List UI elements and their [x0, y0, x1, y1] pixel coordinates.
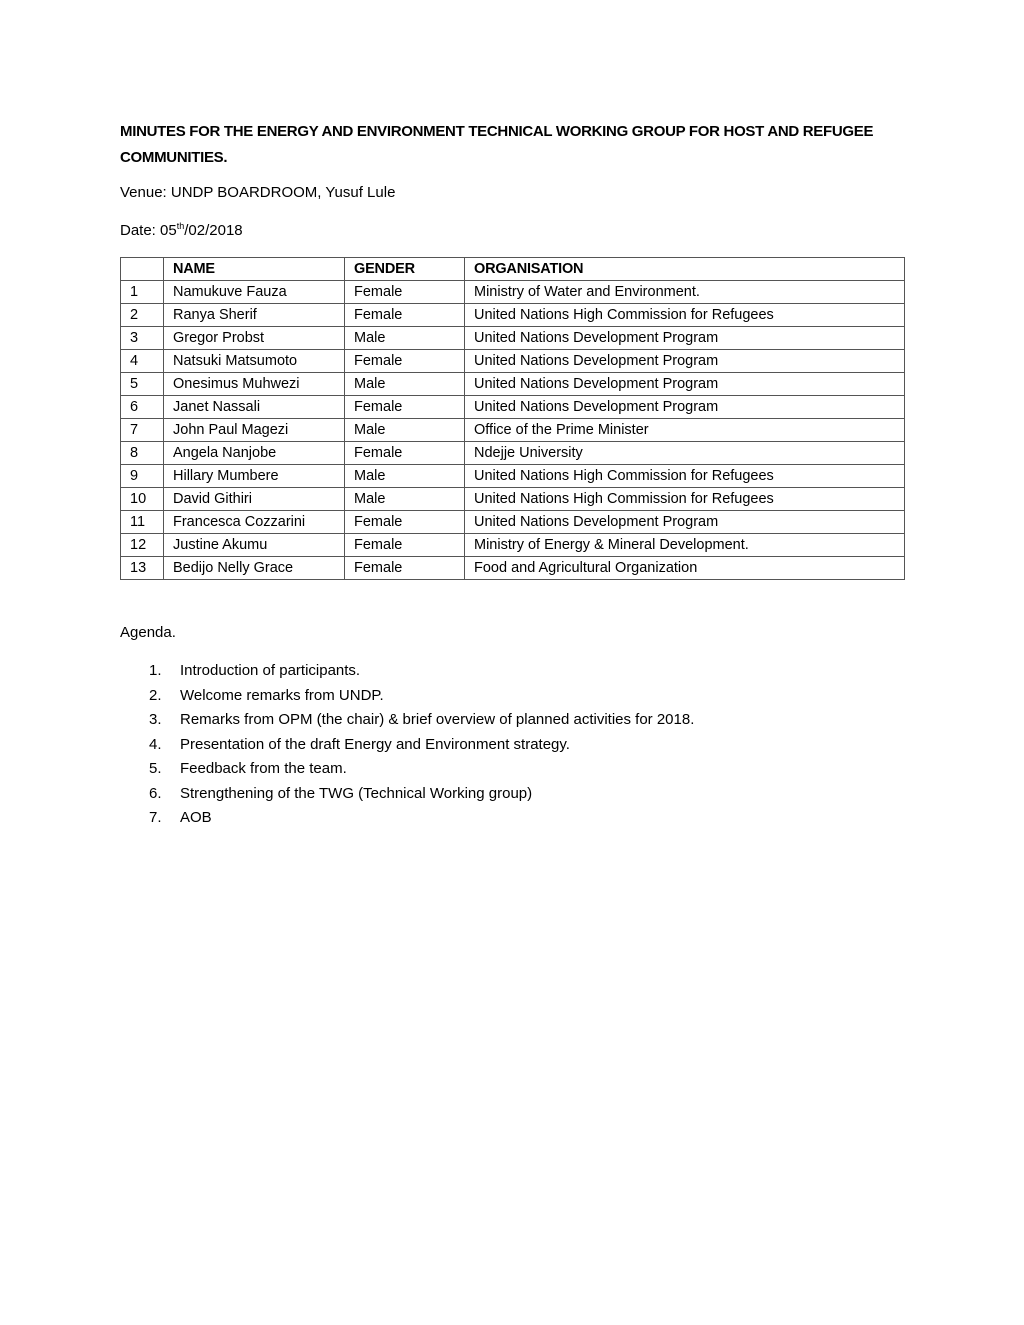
organisation-cell: United Nations Development Program: [465, 396, 905, 419]
table-body: [121, 281, 905, 580]
agenda-item-text: Remarks from OPM (the chair) & brief overview of planned activities for 2018.: [180, 711, 695, 728]
organisation-cell: United Nations Development Program: [465, 327, 905, 350]
organisation-cell: United Nations Development Program: [465, 373, 905, 396]
organisation-cell: United Nations High Commission for Refugees: [465, 465, 905, 488]
table-row: [121, 488, 905, 511]
table-row: [121, 419, 905, 442]
row-number-cell: 3: [121, 327, 164, 350]
gender-cell: Male: [345, 488, 465, 511]
organisation-cell: United Nations Development Program: [465, 511, 905, 534]
agenda-item-number: 2.: [149, 686, 162, 704]
organisation-cell: United Nations High Commission for Refugees: [465, 488, 905, 511]
agenda-item-text: AOB: [180, 809, 212, 826]
table-row: [121, 373, 905, 396]
table-row: [121, 465, 905, 488]
table-row: [121, 396, 905, 419]
venue-line: Venue: UNDP BOARDROOM, Yusuf Lule: [120, 184, 396, 201]
table-row: [121, 557, 905, 580]
agenda-item-text: Feedback from the team.: [180, 760, 347, 777]
agenda-item-number: 1.: [149, 662, 162, 679]
gender-cell: Female: [345, 534, 465, 557]
attendance-table: [120, 257, 905, 580]
gender-cell: Female: [345, 396, 465, 419]
row-number-cell: 12: [121, 534, 164, 557]
row-number-cell: 5: [121, 373, 164, 396]
header-number: [121, 258, 164, 281]
header-organisation: ORGANISATION: [465, 258, 905, 281]
document-title: MINUTES FOR THE ENERGY AND ENVIRONMENT TECHNICAL WORKING GROUP FOR HOST AND REFUGEE COMMUNITIES.: [120, 123, 874, 166]
organisation-cell: United Nations High Commission for Refugees: [465, 304, 905, 327]
organisation-cell: Office of the Prime Minister: [465, 419, 905, 442]
agenda-item-text: Introduction of participants.: [180, 662, 361, 679]
name-cell: Francesca Cozzarini: [164, 511, 345, 534]
gender-cell: Female: [345, 442, 465, 465]
organisation-cell: United Nations Development Program: [465, 350, 905, 373]
name-cell: Gregor Probst: [164, 327, 345, 350]
name-cell: Janet Nassali: [164, 396, 345, 419]
organisation-cell: Ndejje University: [465, 442, 905, 465]
name-cell: Onesimus Muhwezi: [164, 373, 345, 396]
table-row: [121, 534, 905, 557]
name-cell: Namukuve Fauza: [164, 281, 345, 304]
row-number-cell: 13: [121, 557, 164, 580]
agenda-item-number: 5.: [149, 760, 162, 777]
table-row: [121, 350, 905, 373]
row-number-cell: 4: [121, 350, 164, 373]
date-line: [120, 221, 243, 241]
row-number-cell: 6: [121, 396, 164, 419]
table-row: [121, 304, 905, 327]
row-number-cell: 2: [121, 304, 164, 327]
gender-cell: Male: [345, 419, 465, 442]
name-cell: Angela Nanjobe: [164, 442, 345, 465]
agenda-item-number: 7.: [149, 809, 162, 826]
agenda-item-text: Welcome remarks from UNDP.: [180, 686, 384, 704]
row-number-cell: 7: [121, 419, 164, 442]
gender-cell: Male: [345, 465, 465, 488]
gender-cell: Female: [345, 511, 465, 534]
agenda-item-text: Strengthening of the TWG (Technical Working group): [180, 784, 533, 802]
name-cell: Bedijo Nelly Grace: [164, 557, 345, 580]
date-prefix: Date: 05: [120, 222, 177, 239]
row-number-cell: 10: [121, 488, 164, 511]
organisation-cell: Ministry of Energy & Mineral Development.: [465, 534, 905, 557]
name-cell: John Paul Magezi: [164, 419, 345, 442]
table-row: [121, 327, 905, 350]
gender-cell: Female: [345, 350, 465, 373]
table-header-row: [121, 258, 905, 281]
header-name: NAME: [164, 258, 345, 281]
agenda-item-number: 4.: [149, 735, 162, 753]
table-row: [121, 281, 905, 304]
organisation-cell: Food and Agricultural Organization: [465, 557, 905, 580]
row-number-cell: 8: [121, 442, 164, 465]
agenda-item-text: Presentation of the draft Energy and Environment strategy.: [180, 735, 570, 753]
gender-cell: Female: [345, 281, 465, 304]
name-cell: Ranya Sherif: [164, 304, 345, 327]
name-cell: Hillary Mumbere: [164, 465, 345, 488]
table-row: [121, 442, 905, 465]
date-suffix: /02/2018: [184, 222, 243, 239]
row-number-cell: 11: [121, 511, 164, 534]
row-number-cell: 1: [121, 281, 164, 304]
agenda-heading: Agenda.: [120, 624, 176, 641]
table-row: [121, 511, 905, 534]
date-superscript: th: [176, 221, 185, 231]
gender-cell: Male: [345, 373, 465, 396]
agenda-item-number: 6.: [149, 784, 162, 802]
gender-cell: Male: [345, 327, 465, 350]
row-number-cell: 9: [121, 465, 164, 488]
name-cell: Natsuki Matsumoto: [164, 350, 345, 373]
name-cell: Justine Akumu: [164, 534, 345, 557]
organisation-cell: Ministry of Water and Environment.: [465, 281, 905, 304]
header-gender: GENDER: [345, 258, 465, 281]
gender-cell: Female: [345, 304, 465, 327]
agenda-item-number: 3.: [149, 711, 162, 728]
name-cell: David Githiri: [164, 488, 345, 511]
gender-cell: Female: [345, 557, 465, 580]
